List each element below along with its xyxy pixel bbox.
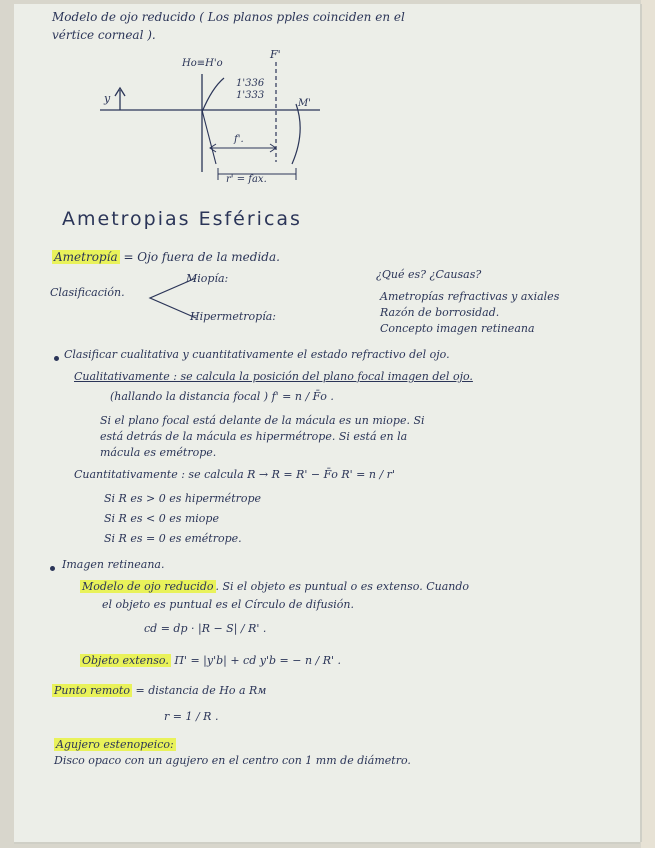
text: = distancia de Ho a Rм	[135, 684, 267, 697]
text-line: Hipermetropía:	[190, 310, 276, 323]
diagram-label: M'	[298, 98, 311, 109]
text-line	[52, 684, 266, 697]
text-line: Cuantitativamente : se calcula R → R = R' − F̄o R' = n / r'	[74, 468, 395, 481]
bullet	[54, 356, 59, 361]
diagram-label: 1'336	[236, 78, 265, 89]
text-line: Si el plano focal está delante de la mácula es un miope. Si	[100, 414, 425, 427]
highlight-term: Objeto extenso.	[82, 654, 169, 667]
text-line: mácula es emétrope.	[100, 446, 217, 459]
diagram-label: F'	[270, 48, 281, 61]
page-edge	[641, 0, 655, 848]
diagram-label: y	[104, 92, 111, 105]
text-line: Si R es = 0 es emétrope.	[104, 532, 242, 545]
text-line: cd = dp · |R − S| / R' .	[144, 622, 267, 635]
text-line: está detrás de la mácula es hipermétrope. Si está en la	[100, 430, 408, 443]
text-line: el objeto es puntual es el Círculo de difusión.	[102, 598, 354, 611]
text-line: vértice corneal ).	[52, 28, 156, 42]
text-line: ¿Qué es? ¿Causas?	[376, 268, 482, 281]
definition: = Ojo fuera de la medida.	[123, 250, 280, 264]
diagram-label: 1'333	[236, 90, 265, 101]
text-line: Si R es > 0 es hipermétrope	[104, 492, 262, 505]
text-line: r = 1 / R .	[164, 710, 219, 723]
diagram-label: Ho≡H'o	[182, 58, 223, 69]
highlight-term: Agujero estenopeico:	[56, 738, 174, 751]
text-line	[80, 580, 469, 593]
text-line: Clasificar cualitativa y cuantitativamente el estado refractivo del ojo.	[64, 348, 450, 361]
text-line	[52, 250, 280, 264]
text-line: Ametropías refractivas y axiales	[380, 290, 560, 303]
text-line: Si R es < 0 es miope	[104, 512, 219, 525]
text: . Si el objeto es puntual o es extenso. Cuando	[215, 580, 470, 593]
highlight-term: Ametropía	[54, 250, 118, 264]
text-line: Cualitativamente : se calcula la posición del plano focal imagen del ojo.	[74, 370, 473, 383]
text: Π' = |y'b| + cd y'b = − n / R' .	[174, 654, 342, 667]
text-line: Imagen retineana.	[62, 558, 165, 571]
text-line: Razón de borrosidad.	[380, 306, 500, 319]
text-line	[80, 654, 341, 667]
text-line: Concepto imagen retineana	[380, 322, 535, 335]
text-line	[74, 370, 473, 383]
text-line: Miopía:	[186, 272, 229, 285]
bullet	[50, 566, 55, 571]
section-heading: Ametropias Esféricas	[62, 208, 302, 230]
text-line: Disco opaco con un agujero en el centro con 1 mm de diámetro.	[54, 754, 411, 767]
text-line	[54, 738, 176, 751]
highlight-term: Punto remoto	[54, 684, 130, 697]
highlight-term: Modelo de ojo reducido	[82, 580, 214, 593]
text-line: Modelo de ojo reducido ( Los planos pples coinciden en el	[52, 10, 405, 24]
diagram-label: r' = fax.	[226, 174, 267, 185]
notebook-page	[14, 4, 640, 842]
diagram-label: f'.	[234, 134, 244, 145]
eye-diagram	[90, 52, 350, 198]
text-line: (hallando la distancia focal ) f' = n / F̄o .	[110, 390, 334, 403]
text-line: Clasificación.	[50, 286, 125, 299]
